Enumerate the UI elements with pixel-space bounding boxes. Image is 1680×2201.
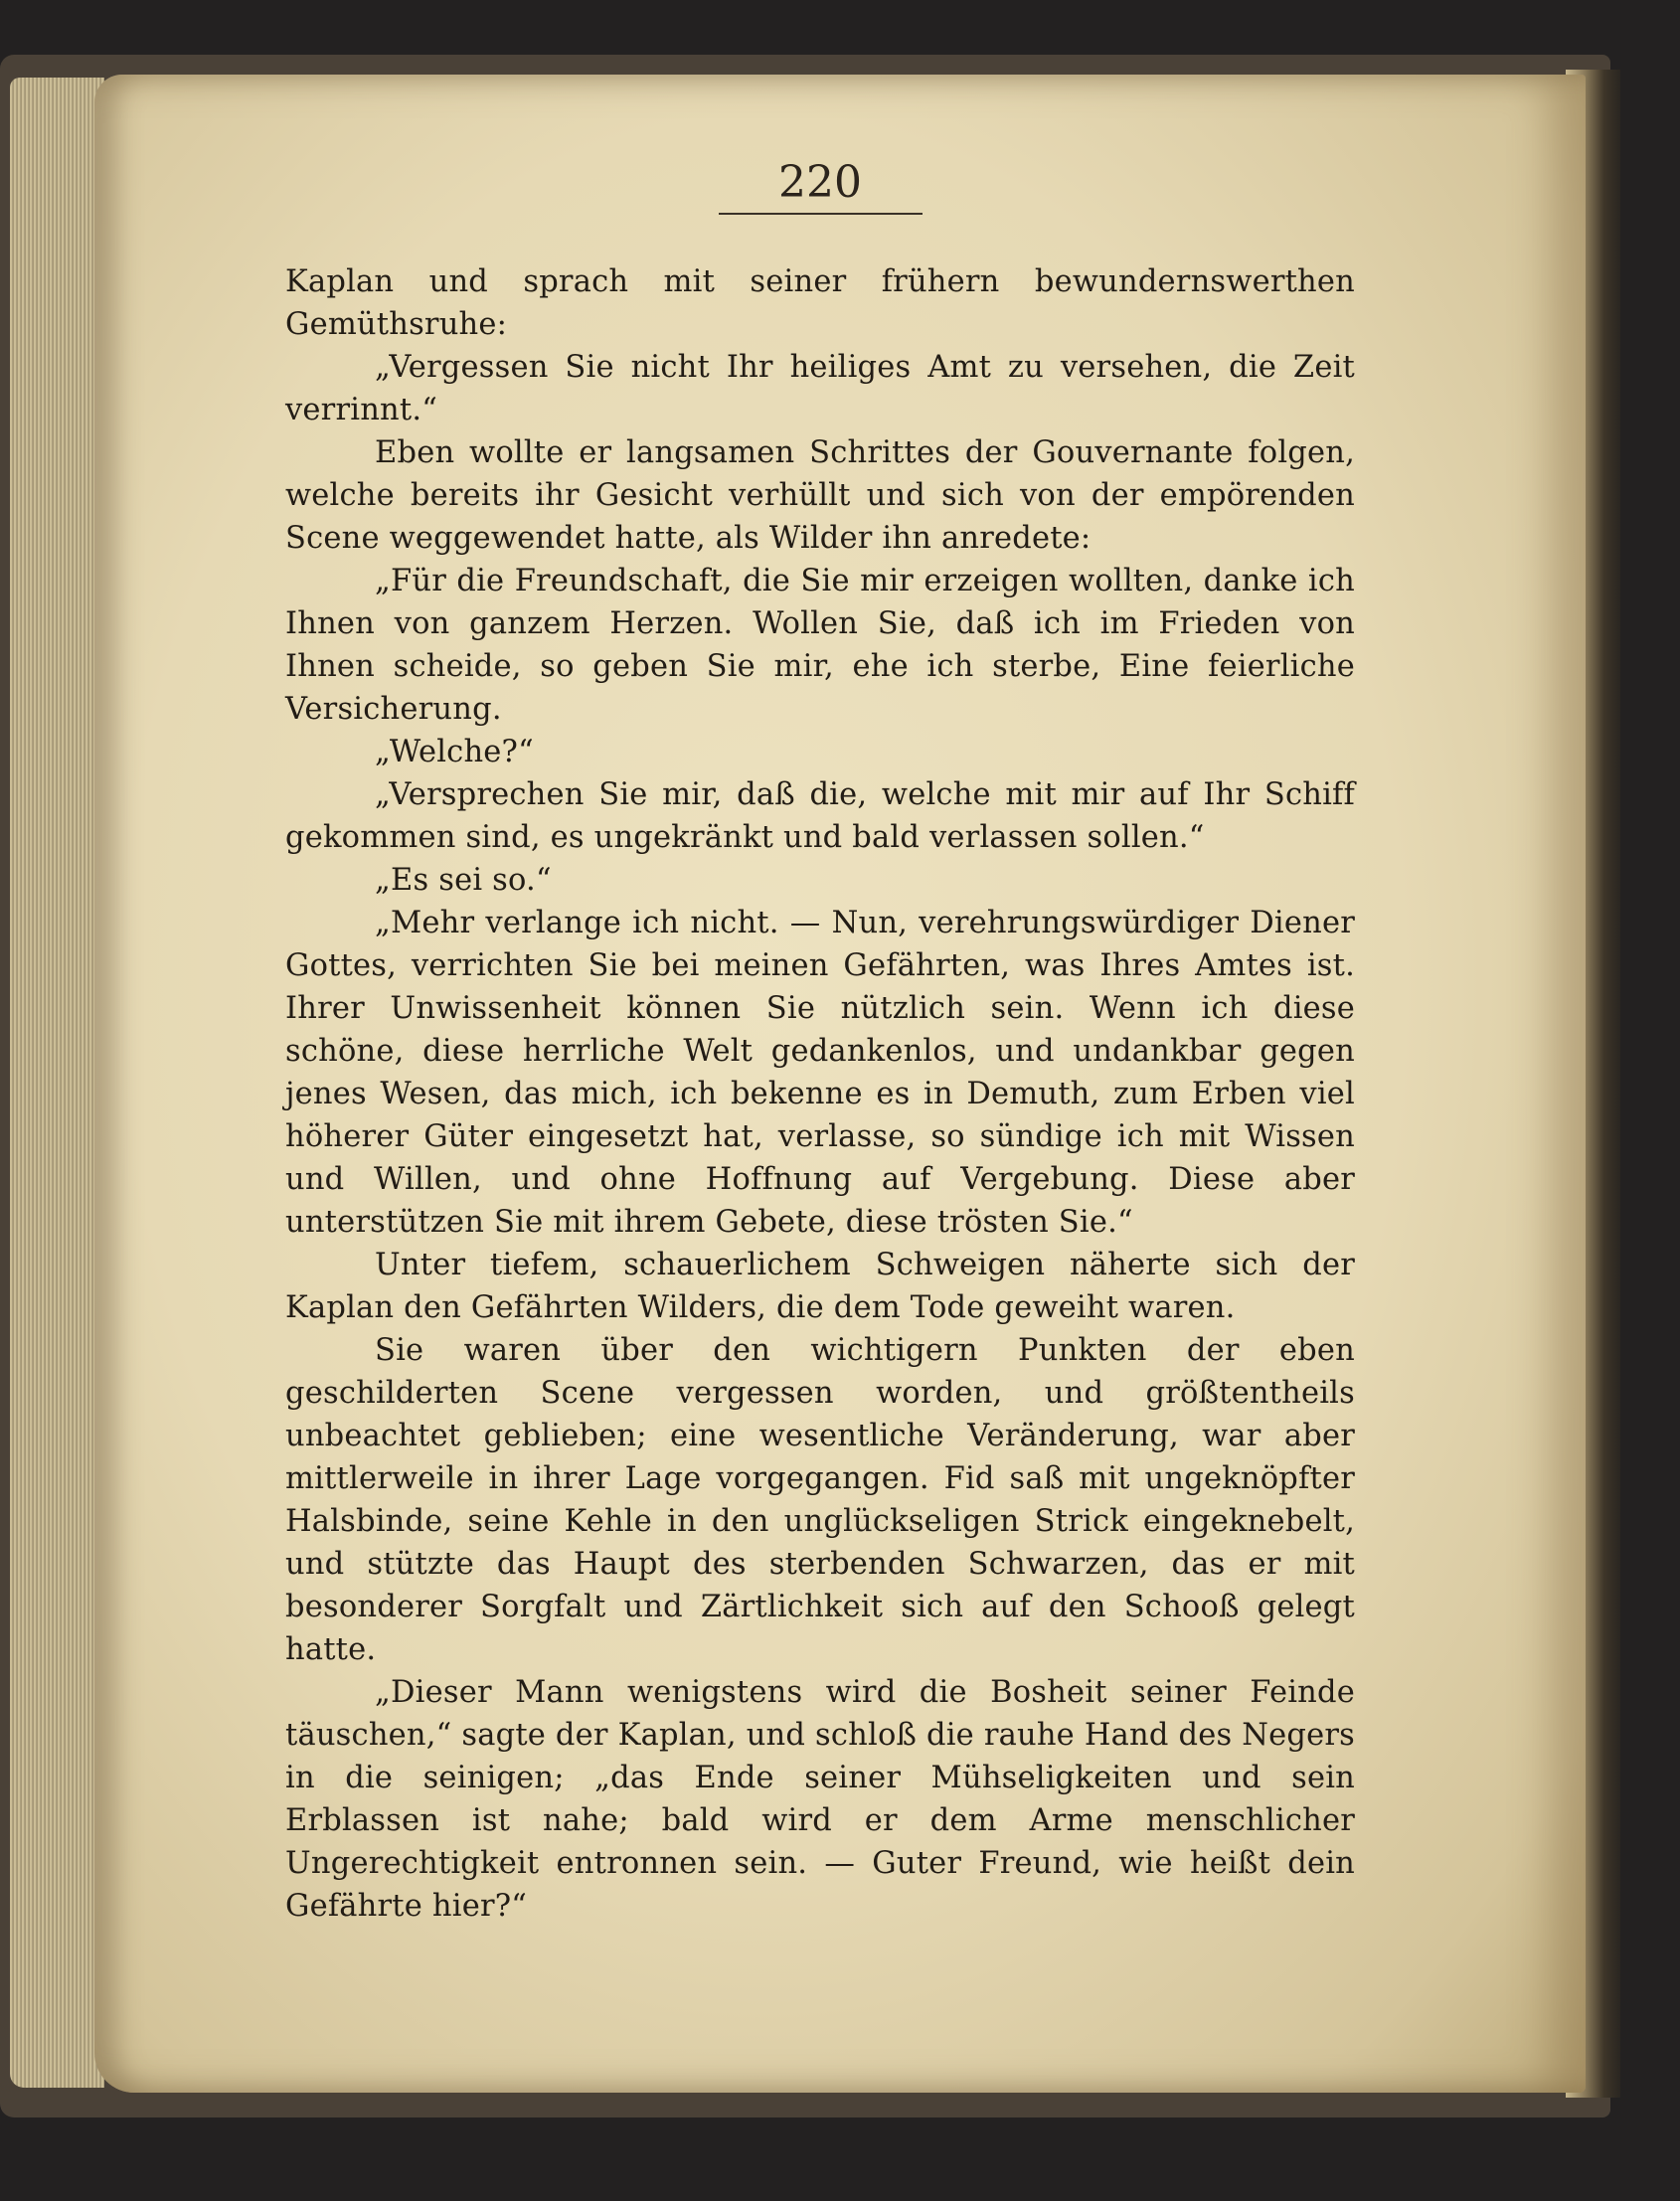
header-rule <box>719 213 923 215</box>
page-text <box>285 260 1355 1928</box>
paragraph: „Mehr verlange ich nicht. — Nun, verehrungswürdiger Diener Gottes, verrichten Sie bei meinen Gefährten, was Ihres Amtes ist. Ihrer Unwissenheit können Sie nützlich sein. Wenn ich diese schöne, diese herrliche Welt gedankenlos, und undankbar gegen jenes Wesen, das mich, ich bekenne es in Demuth, zum Erben viel höherer Güter eingesetzt hat, verlasse, so sündige ich mit Wissen und Willen, und ohne Hoffnung auf Vergebung. Diese aber unterstützen Sie mit ihrem Gebete, diese trösten Sie.“ <box>285 906 1355 1240</box>
paragraph: Sie waren über den wichtigern Punkten der eben geschilderten Scene vergessen worden, und größtentheils unbeachtet geblieben; eine wesentliche Veränderung, war aber mittlerweile in ihrer Lage vorgegangen. Fid saß mit ungeknöpfter Halsbinde, seine Kehle in den unglückseligen Strick eingeknebelt, und stützte das Haupt des sterbenden Schwarzen, das er mit besonderer Sorgfalt und Zärtlichkeit sich auf den Schooß gelegt hatte. <box>285 1333 1355 1667</box>
paragraph: „Welche?“ <box>375 735 534 769</box>
paragraph: „Versprechen Sie mir, daß die, welche mit mir auf Ihr Schiff gekommen sind, es ungekränkt und bald verlassen sollen.“ <box>285 777 1355 855</box>
paragraph: „Dieser Mann wenigstens wird die Bosheit seiner Feinde täuschen,“ sagte der Kaplan, und schloß die rauhe Hand des Negers in die seinigen; „das Ende seiner Mühseligkeiten und sein Erblassen ist nahe; bald wird er dem Arme menschlicher Ungerechtigkeit entronnen sein. — Guter Freund, wie heißt dein Gefährte hier?“ <box>285 1675 1355 1924</box>
paragraph: „Für die Freundschaft, die Sie mir erzeigen wollten, danke ich Ihnen von ganzem Herzen. Wollen Sie, daß ich im Frieden von Ihnen scheide, so geben Sie mir, ehe ich sterbe, Eine feierliche Versicherung. <box>285 564 1355 727</box>
page-edges <box>10 78 104 2088</box>
paragraph: „Vergessen Sie nicht Ihr heiliges Amt zu versehen, die Zeit verrinnt.“ <box>285 350 1355 427</box>
paragraph: Eben wollte er langsamen Schrittes der Gouvernante folgen, welche bereits ihr Gesicht verhüllt und sich von der empörenden Scene weggewendet hatte, als Wilder ihn anredete: <box>285 435 1355 556</box>
paragraph: „Es sei so.“ <box>375 863 552 898</box>
paragraph: Kaplan und sprach mit seiner frühern bewundernswerthen Gemüthsruhe: <box>285 264 1355 342</box>
paragraph: Unter tiefem, schauerlichem Schweigen näherte sich der Kaplan den Gefährten Wilders, die dem Tode geweiht waren. <box>285 1248 1355 1325</box>
page-number: 220 <box>778 157 862 208</box>
